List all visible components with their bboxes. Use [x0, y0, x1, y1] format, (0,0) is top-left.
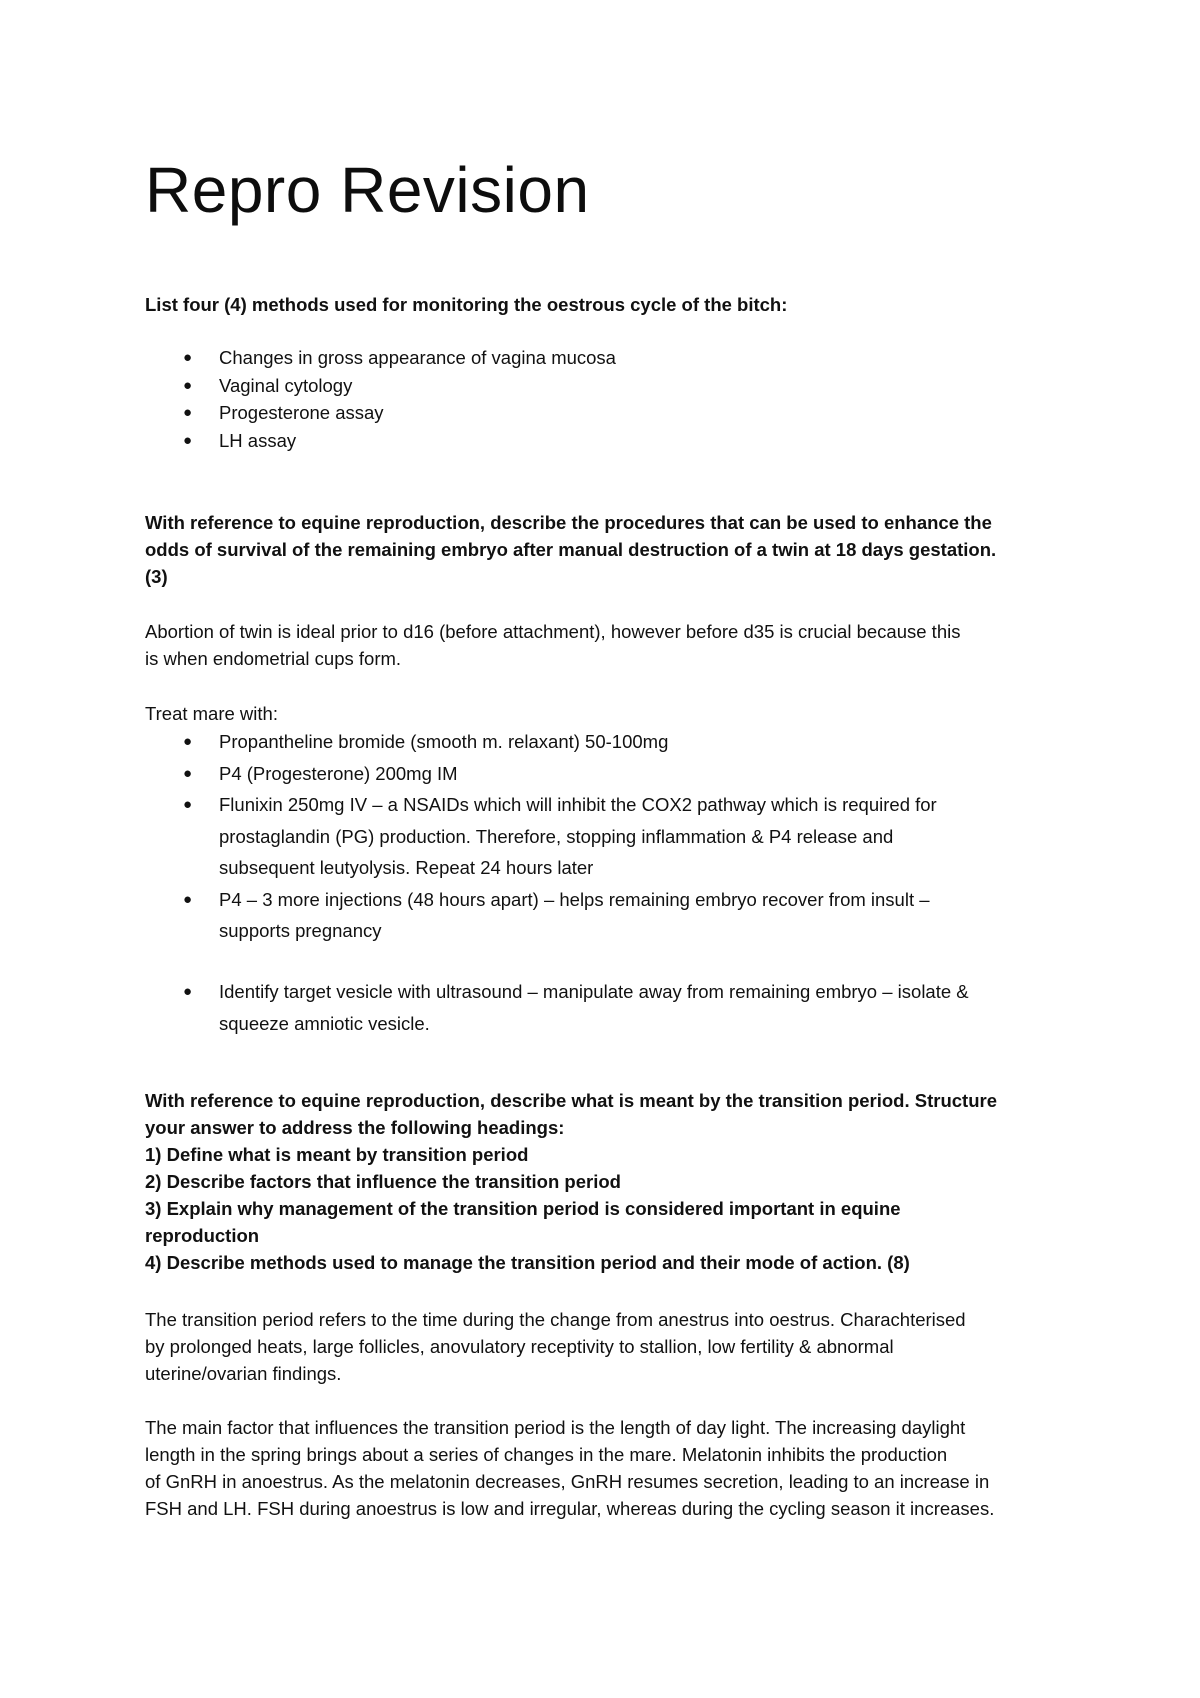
bullet-icon: ●	[183, 890, 193, 908]
question-2: With reference to equine reproduction, describe the procedures that can be used to enhance the odds of survival of the remaining embryo after manual destruction of a twin at 18 days gestation. (3)	[145, 512, 997, 587]
bullet-icon: ●	[183, 431, 193, 449]
list-item: ● P4 – 3 more injections (48 hours apart) – helps remaining embryo recover from insult – supports pregnancy	[145, 884, 1070, 947]
bullet-icon: ●	[183, 404, 193, 421]
list-item: ● Progesterone assay	[145, 399, 1070, 427]
q3-answer-paragraph-2: The main factor that influences the transition period is the length of day light. The increasing daylight length in the spring brings about a series of changes in the mare. Melatonin inhibits the production of GnRH in anoestrus. As the melatonin decreases, GnRH resumes secretion, leading to an increase in FSH and LH. FSH during anoestrus is low and irregular, whereas during the cycling season it increases.	[145, 1417, 995, 1519]
list-item: ● Flunixin 250mg IV – a NSAIDs which will inhibit the COX2 pathway which is required for prostaglandin (PG) production. Therefore, stopping inflammation & P4 release and subsequent leutyolysis. Repeat 24 hours later	[145, 789, 1070, 884]
q2-extra-list	[145, 976, 1070, 1039]
question-1: List four (4) methods used for monitoring the oestrous cycle of the bitch:	[145, 294, 788, 315]
bullet-icon: ●	[183, 764, 193, 782]
bullet-icon: ●	[183, 349, 193, 366]
bullet-icon: ●	[183, 983, 193, 1000]
question-3: With reference to equine reproduction, describe what is meant by the transition period. Structure your answer to address the following headings: 1) Define what is meant by transition period 2) Describe factors that influence the transition period 3) Explain why management of the transition period is considered important in equine reproduction 4) Describe methods used to manage the transition period and their mode of action. (8)	[145, 1090, 998, 1273]
treat-label: Treat mare with:	[145, 703, 278, 724]
list-item: ● P4 (Progesterone) 200mg IM	[145, 758, 1070, 790]
q2-answer-paragraph: Abortion of twin is ideal prior to d16 (before attachment), however before d35 is crucial because this is when endometrial cups form.	[145, 621, 961, 669]
q1-bullet-list	[145, 344, 1070, 454]
document-title: Repro Revision	[145, 154, 590, 226]
list-item: ● Propantheline bromide (smooth m. relaxant) 50-100mg	[145, 726, 1070, 758]
list-item: ● LH assay	[145, 427, 1070, 455]
list-item: ● Identify target vesicle with ultrasound – manipulate away from remaining embryo – isolate & squeeze amniotic vesicle.	[145, 976, 1070, 1039]
bullet-icon: ●	[183, 796, 193, 813]
list-item: ● Changes in gross appearance of vagina mucosa	[145, 344, 1070, 372]
bullet-icon: ●	[183, 733, 193, 750]
q2-treatment-list	[145, 726, 1070, 947]
q3-answer-paragraph-1: The transition period refers to the time during the change from anestrus into oestrus. Charachterised by prolonged heats, large follicles, anovulatory receptivity to stallion, low fertility & abnormal uterine/ovarian findings.	[145, 1309, 966, 1384]
bullet-icon: ●	[183, 376, 193, 394]
list-item: ● Vaginal cytology	[145, 372, 1070, 400]
